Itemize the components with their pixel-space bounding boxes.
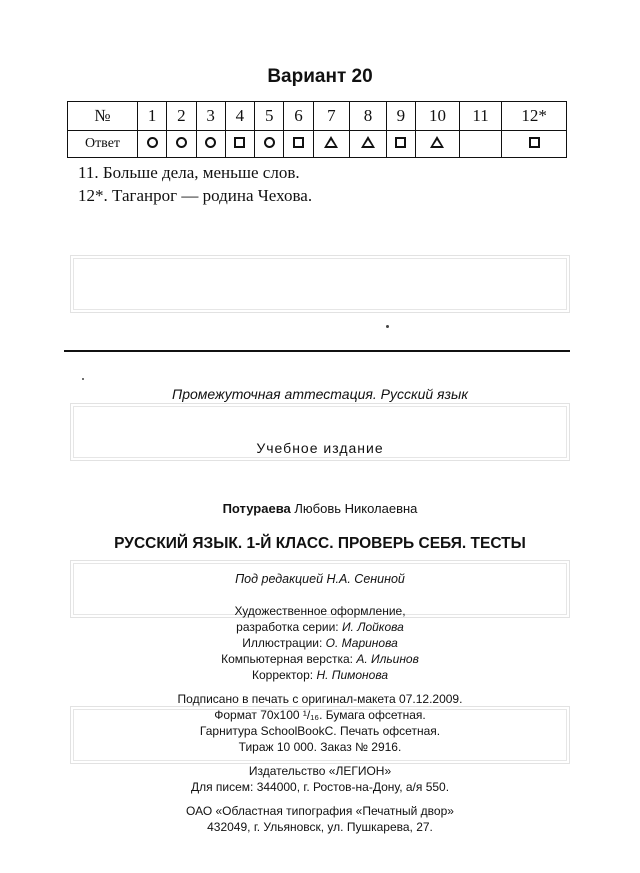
circle-icon xyxy=(205,137,216,148)
answer-cell xyxy=(225,131,254,158)
credit-label: Иллюстрации: xyxy=(242,636,326,650)
print-line: Тираж 10 000. Заказ № 2916. xyxy=(238,740,402,754)
edition-type: Учебное издание xyxy=(256,440,384,456)
publisher-address: Для писем: 344000, г. Ростов-на-Дону, а/я 550. xyxy=(190,780,450,794)
credit-line xyxy=(0,604,640,618)
question-number: 10 xyxy=(416,102,460,131)
answer-cell xyxy=(138,131,167,158)
section-divider xyxy=(64,350,570,352)
question-number: 7 xyxy=(313,102,350,131)
number-header: № xyxy=(68,102,138,131)
question-number: 12* xyxy=(502,102,567,131)
credit-line xyxy=(0,636,640,650)
author-name: Любовь Николаевна xyxy=(294,501,418,516)
square-icon xyxy=(395,137,406,148)
credit-label: Корректор: xyxy=(251,668,317,682)
answer-cell xyxy=(459,131,501,158)
book-title: РУССКИЙ ЯЗЫК. 1-Й КЛАСС. ПРОВЕРЬ СЕБЯ. ТЕСТЫ xyxy=(114,535,526,552)
question-number: 9 xyxy=(386,102,415,131)
answer-cell xyxy=(255,131,284,158)
editor: Под редакцией Н.А. Сениной xyxy=(235,572,405,586)
answer-cell xyxy=(313,131,350,158)
credit-name: Н. Пимонова xyxy=(316,668,388,682)
triangle-icon xyxy=(324,136,338,148)
question-number: 8 xyxy=(350,102,387,131)
print-line: Подписано в печать с оригинал-макета 07.12.2009. xyxy=(177,692,463,706)
triangle-icon xyxy=(361,136,375,148)
answer-row xyxy=(68,131,567,158)
question-number: 2 xyxy=(167,102,196,131)
answer-table xyxy=(67,101,567,158)
publisher: Издательство «ЛЕГИОН» xyxy=(248,764,392,778)
question-number: 4 xyxy=(225,102,254,131)
circle-icon xyxy=(147,137,158,148)
question-number: 6 xyxy=(284,102,313,131)
answer-cell xyxy=(284,131,313,158)
answer-cell xyxy=(502,131,567,158)
square-icon xyxy=(234,137,245,148)
credit-label: Художественное оформление, xyxy=(234,604,406,618)
square-icon xyxy=(293,137,304,148)
answer-cell xyxy=(167,131,196,158)
answer-cell xyxy=(386,131,415,158)
credit-line xyxy=(0,668,640,682)
answer-11-text: 11. Больше дела, меньше слов. xyxy=(78,163,300,182)
credit-line xyxy=(0,620,640,634)
speck xyxy=(386,325,389,328)
print-line: Гарнитура SchoolBookC. Печать офсетная. xyxy=(199,724,441,738)
variant-title: Вариант 20 xyxy=(267,66,373,87)
answer-cell xyxy=(196,131,225,158)
answer-header: Ответ xyxy=(68,131,138,158)
print-line: Формат 70x100 ¹/₁₆. Бумага офсетная. xyxy=(214,708,426,722)
triangle-icon xyxy=(430,136,444,148)
credit-label: Компьютерная верстка: xyxy=(221,652,357,666)
credit-name: О. Маринова xyxy=(325,636,398,650)
author xyxy=(0,501,640,516)
question-number: 5 xyxy=(255,102,284,131)
printer: ОАО «Областная типография «Печатный двор» xyxy=(186,804,454,818)
question-number: 11 xyxy=(459,102,501,131)
credit-line xyxy=(0,652,640,666)
series-title: Промежуточная аттестация. Русский язык xyxy=(172,386,468,402)
question-number-row xyxy=(68,102,567,131)
credit-name: И. Лойкова xyxy=(341,620,404,634)
question-number: 3 xyxy=(196,102,225,131)
circle-icon xyxy=(264,137,275,148)
credit-name: А. Ильинов xyxy=(356,652,419,666)
credit-label: разработка серии: xyxy=(236,620,342,634)
question-number: 1 xyxy=(138,102,167,131)
square-icon xyxy=(529,137,540,148)
speck xyxy=(82,378,84,380)
printer-address: 432049, г. Ульяновск, ул. Пушкарева, 27. xyxy=(207,820,433,834)
answer-cell xyxy=(416,131,460,158)
answer-cell xyxy=(350,131,387,158)
circle-icon xyxy=(176,137,187,148)
author-surname: Потураева xyxy=(222,501,291,516)
answer-12-text: 12*. Таганрог — родина Чехова. xyxy=(78,186,313,205)
show-through-table-1 xyxy=(70,255,570,313)
